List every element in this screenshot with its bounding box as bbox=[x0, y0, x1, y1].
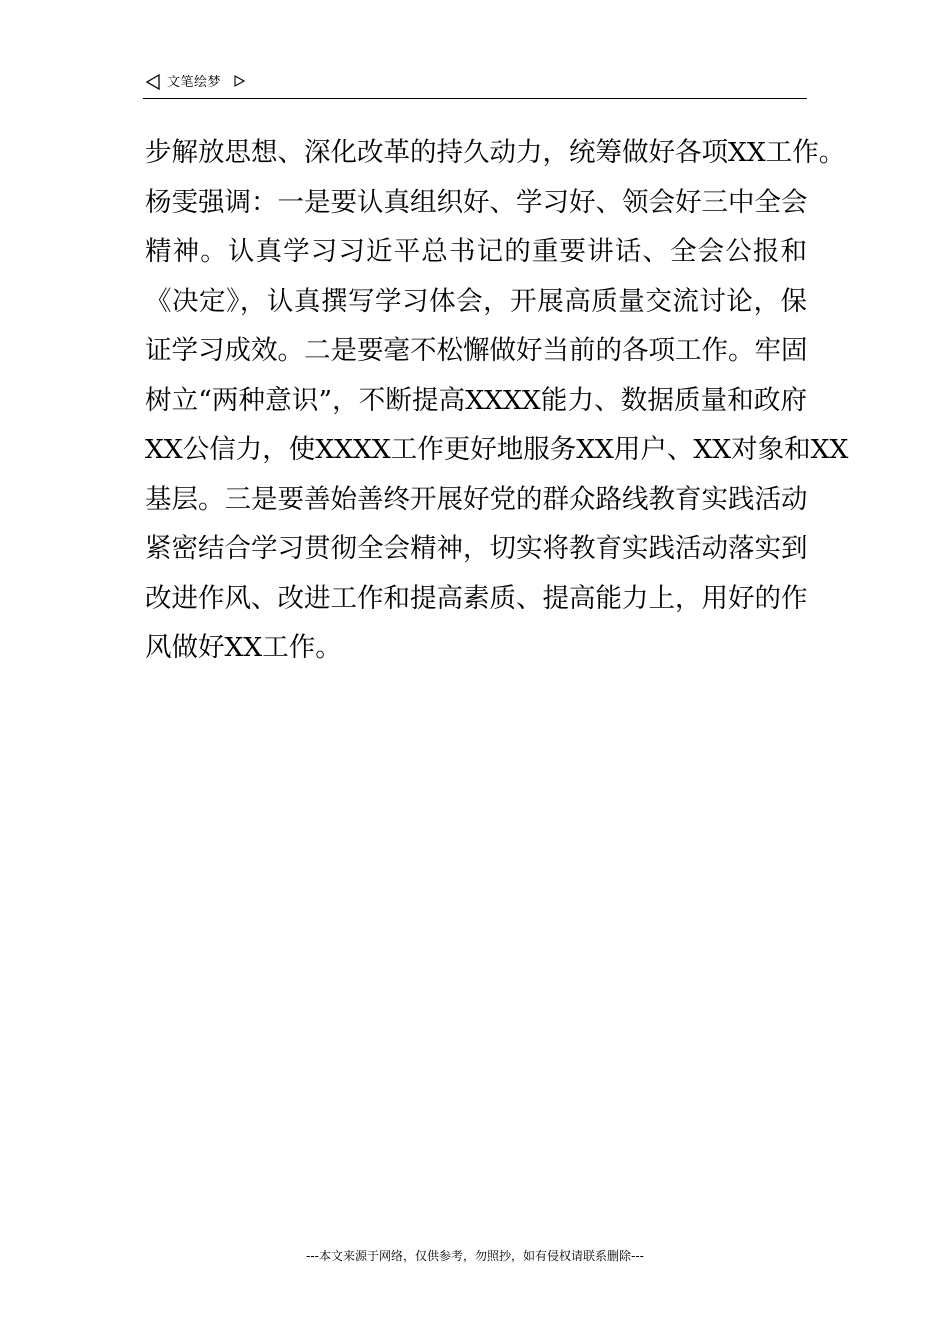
footer-disclaimer: ---本文来源于网络，仅供参考，勿照抄，如有侵权请联系删除--- bbox=[306, 1249, 644, 1263]
body-line: XX公信力，使XXXX工作更好地服务XX用户、XX对象和XX bbox=[145, 434, 849, 465]
body-line: 基层。三是要善始善终开展好党的群众路线教育实践活动 bbox=[145, 483, 808, 515]
body-line: 步解放思想、深化改革的持久动力，统筹做好各项XX工作。 bbox=[145, 137, 846, 168]
body-line: 精神。认真学习习近平总书记的重要讲话、全会公报和 bbox=[145, 236, 807, 267]
header-title: 文笔绘梦 bbox=[167, 75, 222, 90]
body-line: 改进作风、改进工作和提高素质、提高能力上，用好的作 bbox=[145, 582, 808, 614]
body-line: 紧密结合学习贯彻全会精神，切实将教育实践活动落实到 bbox=[145, 533, 808, 564]
body-line: 证学习成效。二是要毫不松懈做好当前的各项工作。牢固 bbox=[145, 335, 808, 366]
page-header bbox=[143, 72, 807, 99]
body-line: 风做好XX工作。 bbox=[145, 632, 342, 663]
left-triangle-outline-icon bbox=[145, 74, 161, 90]
right-triangle-outline-icon bbox=[234, 75, 245, 87]
body-line: 《决定》，认真撰写学习体会，开展高质量交流讨论，保 bbox=[145, 285, 807, 317]
body-line: 杨雯强调：一是要认真组织好、学习好、领会好三中全会 bbox=[145, 186, 808, 218]
body-line: 树立“两种意识”，不断提高XXXX能力、数据质量和政府 bbox=[145, 384, 807, 416]
document-body bbox=[145, 128, 849, 673]
